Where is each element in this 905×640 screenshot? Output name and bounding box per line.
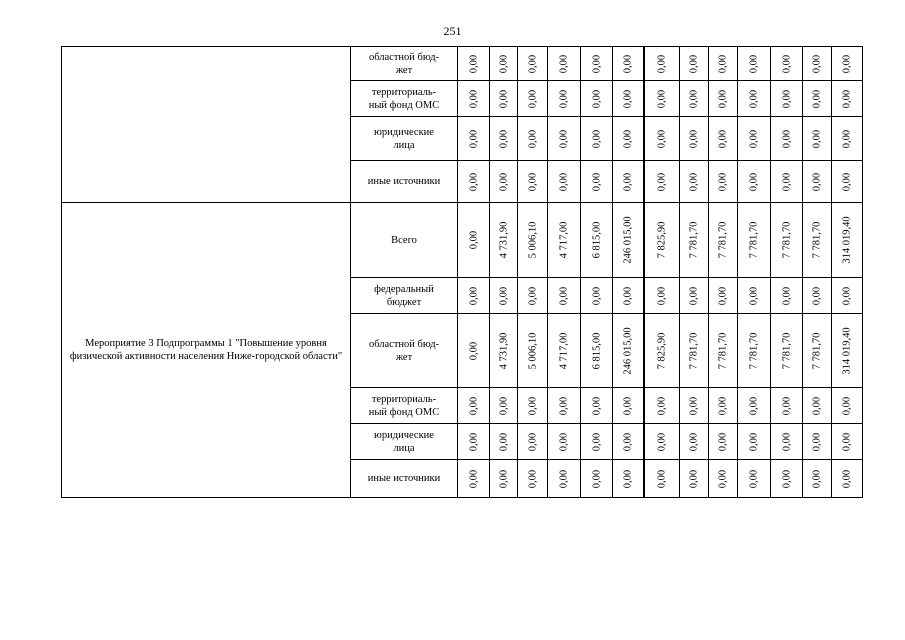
value-cell xyxy=(490,388,518,424)
value-cell xyxy=(613,460,644,498)
value-cell xyxy=(803,314,832,388)
value-cell xyxy=(581,117,613,161)
value-text: 0,00 xyxy=(527,54,538,73)
value-cell xyxy=(548,278,581,314)
value-text: 0,00 xyxy=(622,54,634,73)
value-text: 0,00 xyxy=(558,89,570,108)
value-text: 0,00 xyxy=(811,432,823,451)
value-cell xyxy=(548,81,581,117)
value-cell xyxy=(490,47,518,81)
value-text: 0,00 xyxy=(811,469,823,488)
value-cell xyxy=(548,161,581,203)
value-text: 0,00 xyxy=(688,286,700,305)
value-text: 0,00 xyxy=(527,172,538,191)
value-text: 0,00 xyxy=(468,129,479,148)
value-cell xyxy=(832,314,863,388)
value-cell xyxy=(832,388,863,424)
value-text: 0,00 xyxy=(688,54,700,73)
value-text: 0,00 xyxy=(468,432,479,451)
value-text: 0,00 xyxy=(468,172,479,191)
value-cell xyxy=(680,161,709,203)
value-cell xyxy=(644,81,680,117)
value-text: 0,00 xyxy=(591,286,602,305)
value-text: 0,00 xyxy=(781,469,792,488)
value-cell xyxy=(709,203,738,278)
value-cell xyxy=(771,388,803,424)
value-cell xyxy=(490,203,518,278)
value-cell xyxy=(803,424,832,460)
value-text: 0,00 xyxy=(468,230,479,250)
value-text: 0,00 xyxy=(841,172,853,191)
value-cell xyxy=(832,278,863,314)
value-cell xyxy=(709,81,738,117)
value-cell xyxy=(680,314,709,388)
value-text: 0,00 xyxy=(468,89,479,108)
value-cell xyxy=(709,47,738,81)
value-text: 7 825,90 xyxy=(656,221,668,259)
value-cell xyxy=(644,161,680,203)
value-cell xyxy=(490,314,518,388)
value-cell xyxy=(613,161,644,203)
value-cell xyxy=(490,117,518,161)
value-text: 314 019,40 xyxy=(841,216,853,264)
value-cell xyxy=(458,81,490,117)
value-text: 0,00 xyxy=(622,432,634,451)
value-text: 0,00 xyxy=(841,54,853,73)
value-cell xyxy=(771,47,803,81)
value-text: 4 717,00 xyxy=(558,332,570,369)
value-text: 0,00 xyxy=(468,341,479,360)
value-cell xyxy=(738,161,771,203)
budget-table xyxy=(61,46,863,498)
value-text: 0,00 xyxy=(841,396,853,415)
value-text: 4 731,90 xyxy=(498,332,509,369)
value-cell xyxy=(832,161,863,203)
value-cell xyxy=(771,81,803,117)
value-text: 314 019,40 xyxy=(841,326,853,375)
funding-source-cell: иные источники xyxy=(351,161,458,203)
value-text: 0,00 xyxy=(558,54,570,73)
value-text: 0,00 xyxy=(841,432,853,451)
value-text: 0,00 xyxy=(781,432,792,451)
value-cell xyxy=(458,314,490,388)
value-text: 0,00 xyxy=(656,396,668,415)
value-text: 0,00 xyxy=(688,172,700,191)
value-text: 0,00 xyxy=(558,172,570,191)
value-text: 0,00 xyxy=(622,129,634,148)
value-cell xyxy=(458,47,490,81)
value-text: 7 781,70 xyxy=(811,221,823,259)
value-cell xyxy=(803,117,832,161)
value-cell xyxy=(680,203,709,278)
value-text: 0,00 xyxy=(781,396,792,415)
value-text: 0,00 xyxy=(748,172,760,191)
value-cell xyxy=(581,161,613,203)
value-cell xyxy=(771,314,803,388)
value-cell xyxy=(581,388,613,424)
value-cell xyxy=(803,203,832,278)
value-text: 0,00 xyxy=(688,89,700,108)
value-cell xyxy=(581,460,613,498)
value-text: 0,00 xyxy=(688,129,700,148)
value-text: 0,00 xyxy=(527,396,538,415)
value-cell xyxy=(458,203,490,278)
value-cell xyxy=(771,161,803,203)
value-text: 7 781,70 xyxy=(781,221,792,259)
value-text: 0,00 xyxy=(591,469,602,488)
value-text: 7 781,70 xyxy=(781,332,792,369)
value-cell xyxy=(518,47,548,81)
value-cell xyxy=(738,278,771,314)
value-text: 0,00 xyxy=(811,129,823,148)
value-cell xyxy=(680,117,709,161)
value-text: 0,00 xyxy=(841,129,853,148)
value-cell xyxy=(803,388,832,424)
value-text: 0,00 xyxy=(656,286,668,305)
value-cell xyxy=(803,460,832,498)
value-cell xyxy=(548,203,581,278)
value-text: 0,00 xyxy=(781,129,792,148)
value-cell xyxy=(613,81,644,117)
value-text: 7 781,70 xyxy=(717,221,729,259)
value-text: 0,00 xyxy=(811,396,823,415)
value-text: 0,00 xyxy=(558,396,570,415)
value-cell xyxy=(680,424,709,460)
value-cell xyxy=(458,460,490,498)
value-text: 0,00 xyxy=(527,89,538,108)
value-cell xyxy=(803,47,832,81)
value-text: 0,00 xyxy=(527,286,538,305)
value-cell xyxy=(709,388,738,424)
value-cell xyxy=(518,278,548,314)
value-cell xyxy=(771,278,803,314)
value-text: 4 731,90 xyxy=(498,221,509,259)
value-text: 0,00 xyxy=(591,396,602,415)
value-cell xyxy=(518,424,548,460)
value-text: 0,00 xyxy=(498,54,509,73)
value-cell xyxy=(771,203,803,278)
value-cell xyxy=(738,314,771,388)
value-cell xyxy=(709,161,738,203)
activity-name-cell xyxy=(62,47,351,203)
value-text: 0,00 xyxy=(717,89,729,108)
value-text: 7 781,70 xyxy=(717,332,729,369)
value-cell xyxy=(738,203,771,278)
value-cell xyxy=(709,460,738,498)
value-text: 6 815,00 xyxy=(591,332,602,369)
value-cell xyxy=(613,47,644,81)
value-text: 0,00 xyxy=(498,432,509,451)
value-text: 0,00 xyxy=(498,469,509,488)
value-text: 0,00 xyxy=(468,469,479,488)
value-cell xyxy=(581,81,613,117)
value-cell xyxy=(832,117,863,161)
value-text: 0,00 xyxy=(717,129,729,148)
value-text: 0,00 xyxy=(527,469,538,488)
value-text: 0,00 xyxy=(656,172,668,191)
value-cell xyxy=(490,161,518,203)
value-text: 0,00 xyxy=(781,89,792,108)
funding-source-cell: территориаль- ный фонд ОМС xyxy=(351,81,458,117)
value-text: 0,00 xyxy=(527,129,538,148)
value-text: 0,00 xyxy=(498,286,509,305)
funding-source-cell: областной бюд- жет xyxy=(351,47,458,81)
value-text: 0,00 xyxy=(717,172,729,191)
value-text: 0,00 xyxy=(748,54,760,73)
value-text: 6 815,00 xyxy=(591,221,602,259)
value-text: 0,00 xyxy=(781,286,792,305)
value-text: 0,00 xyxy=(748,89,760,108)
value-text: 0,00 xyxy=(656,89,668,108)
value-cell xyxy=(644,203,680,278)
value-text: 0,00 xyxy=(656,469,668,488)
value-cell xyxy=(680,81,709,117)
value-cell xyxy=(771,460,803,498)
value-text: 0,00 xyxy=(717,469,729,488)
value-text: 0,00 xyxy=(717,54,729,73)
value-cell xyxy=(518,203,548,278)
value-cell xyxy=(581,278,613,314)
funding-source-cell: федеральный бюджет xyxy=(351,278,458,314)
funding-source-cell: областной бюд- жет xyxy=(351,314,458,388)
value-text: 0,00 xyxy=(622,89,634,108)
value-cell xyxy=(738,388,771,424)
value-cell xyxy=(738,460,771,498)
value-cell xyxy=(548,314,581,388)
value-cell xyxy=(738,424,771,460)
value-cell xyxy=(548,460,581,498)
value-cell xyxy=(709,424,738,460)
value-cell xyxy=(518,117,548,161)
value-text: 0,00 xyxy=(688,432,700,451)
value-text: 7 781,70 xyxy=(811,332,823,369)
value-cell xyxy=(490,278,518,314)
value-text: 0,00 xyxy=(811,172,823,191)
value-cell xyxy=(832,424,863,460)
value-cell xyxy=(518,388,548,424)
value-cell xyxy=(644,424,680,460)
value-cell xyxy=(548,117,581,161)
value-text: 0,00 xyxy=(717,286,729,305)
value-cell xyxy=(644,314,680,388)
value-cell xyxy=(832,47,863,81)
value-text: 0,00 xyxy=(527,432,538,451)
funding-source-cell: юридические лица xyxy=(351,117,458,161)
value-text: 0,00 xyxy=(748,286,760,305)
value-cell xyxy=(613,278,644,314)
value-text: 7 781,70 xyxy=(688,221,700,259)
value-text: 0,00 xyxy=(656,54,668,73)
value-text: 0,00 xyxy=(688,469,700,488)
value-text: 0,00 xyxy=(498,89,509,108)
value-text: 0,00 xyxy=(717,396,729,415)
value-text: 0,00 xyxy=(591,129,602,148)
value-text: 0,00 xyxy=(622,286,634,305)
value-cell xyxy=(644,47,680,81)
activity-name-cell: Мероприятие 3 Подпрограммы 1 "Повышение уровня физической активности населения Ниже-городской области" xyxy=(62,203,351,498)
value-text: 5 006,10 xyxy=(527,332,538,369)
value-text: 0,00 xyxy=(841,89,853,108)
value-cell xyxy=(613,203,644,278)
value-cell xyxy=(458,117,490,161)
page-number: 251 xyxy=(443,24,462,38)
value-text: 0,00 xyxy=(468,396,479,415)
value-cell xyxy=(518,161,548,203)
funding-source-cell: Всего xyxy=(351,203,458,278)
value-cell xyxy=(518,81,548,117)
funding-source-cell: иные источники xyxy=(351,460,458,498)
value-cell xyxy=(548,388,581,424)
value-text: 0,00 xyxy=(748,432,760,451)
value-text: 7 781,70 xyxy=(688,332,700,369)
value-cell xyxy=(581,203,613,278)
value-text: 0,00 xyxy=(748,129,760,148)
value-cell xyxy=(738,47,771,81)
value-cell xyxy=(490,81,518,117)
value-cell xyxy=(709,117,738,161)
value-text: 0,00 xyxy=(811,286,823,305)
value-cell xyxy=(613,117,644,161)
table-row xyxy=(62,47,863,81)
value-text: 0,00 xyxy=(558,286,570,305)
value-cell xyxy=(832,81,863,117)
value-cell xyxy=(581,314,613,388)
value-cell xyxy=(680,388,709,424)
value-text: 5 006,10 xyxy=(527,221,538,259)
value-cell xyxy=(644,388,680,424)
value-text: 0,00 xyxy=(656,129,668,148)
value-text: 0,00 xyxy=(622,396,634,415)
value-text: 7 781,70 xyxy=(748,221,760,259)
value-text: 0,00 xyxy=(841,469,853,488)
value-text: 0,00 xyxy=(656,432,668,451)
value-text: 0,00 xyxy=(591,432,602,451)
value-text: 0,00 xyxy=(591,172,602,191)
value-text: 0,00 xyxy=(468,54,479,73)
funding-source-cell: юридические лица xyxy=(351,424,458,460)
value-cell xyxy=(709,278,738,314)
value-text: 0,00 xyxy=(498,396,509,415)
value-cell xyxy=(771,424,803,460)
value-text: 0,00 xyxy=(717,432,729,451)
value-cell xyxy=(803,161,832,203)
value-cell xyxy=(771,117,803,161)
value-cell xyxy=(709,314,738,388)
value-text: 7 825,90 xyxy=(656,332,668,369)
value-text: 0,00 xyxy=(781,172,792,191)
value-text: 0,00 xyxy=(558,129,570,148)
value-text: 0,00 xyxy=(498,129,509,148)
value-cell xyxy=(680,460,709,498)
value-cell xyxy=(490,424,518,460)
value-text: 0,00 xyxy=(468,286,479,305)
value-cell xyxy=(518,460,548,498)
table-row xyxy=(62,203,863,278)
value-text: 0,00 xyxy=(688,396,700,415)
value-text: 246 015,00 xyxy=(622,216,634,264)
value-text: 0,00 xyxy=(781,54,792,73)
value-text: 7 781,70 xyxy=(748,332,760,369)
value-cell xyxy=(548,47,581,81)
value-text: 0,00 xyxy=(622,469,634,488)
value-cell xyxy=(613,388,644,424)
value-cell xyxy=(738,117,771,161)
value-cell xyxy=(832,460,863,498)
value-cell xyxy=(803,278,832,314)
value-cell xyxy=(490,460,518,498)
value-cell xyxy=(458,388,490,424)
value-cell xyxy=(458,424,490,460)
value-cell xyxy=(518,314,548,388)
value-cell xyxy=(680,47,709,81)
value-text: 0,00 xyxy=(558,469,570,488)
value-cell xyxy=(581,424,613,460)
value-text: 0,00 xyxy=(622,172,634,191)
value-cell xyxy=(680,278,709,314)
value-cell xyxy=(458,161,490,203)
value-cell xyxy=(738,81,771,117)
value-cell xyxy=(613,424,644,460)
value-text: 0,00 xyxy=(591,54,602,73)
value-cell xyxy=(548,424,581,460)
value-cell xyxy=(832,203,863,278)
value-text: 4 717,00 xyxy=(558,221,570,259)
value-text: 0,00 xyxy=(748,469,760,488)
value-cell xyxy=(581,47,613,81)
value-text: 0,00 xyxy=(811,89,823,108)
value-cell xyxy=(644,460,680,498)
value-text: 0,00 xyxy=(748,396,760,415)
value-cell xyxy=(803,81,832,117)
funding-source-cell: территориаль- ный фонд ОМС xyxy=(351,388,458,424)
value-cell xyxy=(613,314,644,388)
value-text: 0,00 xyxy=(811,54,823,73)
value-text: 0,00 xyxy=(591,89,602,108)
value-text: 0,00 xyxy=(558,432,570,451)
value-text: 0,00 xyxy=(498,172,509,191)
value-cell xyxy=(458,278,490,314)
value-text: 0,00 xyxy=(841,286,853,305)
value-text: 246 015,00 xyxy=(622,326,634,375)
value-cell xyxy=(644,278,680,314)
value-cell xyxy=(644,117,680,161)
